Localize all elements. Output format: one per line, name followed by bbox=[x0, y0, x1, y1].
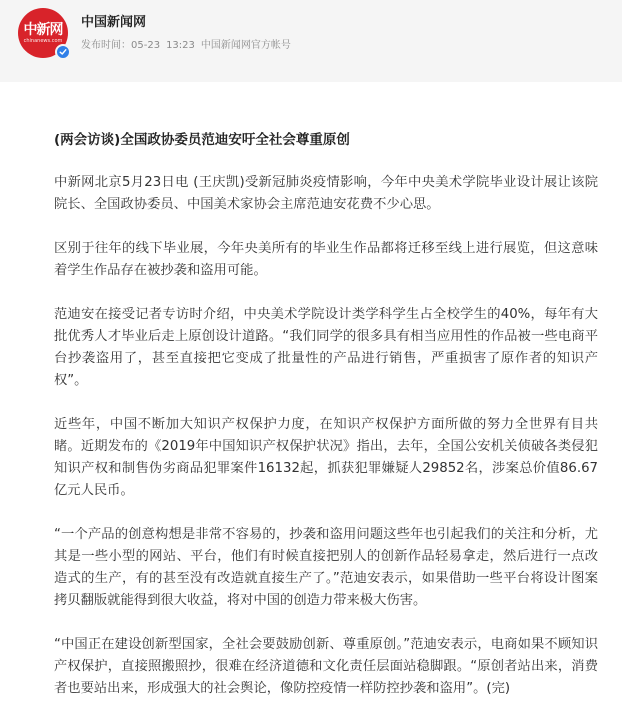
article-paragraph: 区别于往年的线下毕业展，今年央美所有的毕业生作品都将迁移至线上进行展览，但这意味着学生作品存在被抄袭和盗用可能。 bbox=[54, 241, 598, 278]
publish-date: 05-23 bbox=[131, 40, 161, 51]
avatar-logo-text: 中新网 bbox=[23, 22, 63, 38]
verified-badge bbox=[55, 44, 71, 60]
account-name[interactable]: 中国新闻网 bbox=[81, 15, 147, 30]
avatar-sub-text: chinanews.com bbox=[23, 38, 63, 44]
article-paragraph: “一个产品的创意构想是非常不容易的，抄袭和盗用问题这些年也引起我们的关注和分析，尤其是一些小型的网站、平台，他们有时候直接把别人的创新作品轻易拿走，然后进行一点改造式的生产，有的甚至没有改造就直接生产了。”范迪安表示，如果借助一些平台将设计图案拷贝翻版就能得到很大收益，将对中国的创造力带来极大伤害。 bbox=[54, 527, 598, 608]
verified-check-icon bbox=[59, 48, 67, 56]
avatar[interactable] bbox=[18, 8, 68, 58]
publish-time: 13:23 bbox=[166, 40, 195, 51]
article-body bbox=[54, 130, 598, 722]
article-paragraph: 中新网北京5月23日电 (王庆凯)受新冠肺炎疫情影响，今年中央美术学院毕业设计展让该院院长、全国政协委员、中国美术家协会主席范迪安花费不少心思。 bbox=[54, 175, 598, 212]
article-paragraph: 范迪安在接受记者专访时介绍，中央美术学院设计类学科学生占全校学生的40%，每年有大批优秀人才毕业后走上原创设计道路。“我们同学的很多具有相当应用性的作品被一些电商平台抄袭盗用了，甚至直接把它变成了批量性的产品进行销售，严重损害了原作者的知识产权”。 bbox=[54, 307, 598, 388]
article-title: (两会访谈)全国政协委员范迪安吁全社会尊重原创 bbox=[54, 132, 350, 148]
publish-label: 发布时间： bbox=[81, 40, 131, 51]
article-paragraph: 近些年，中国不断加大知识产权保护力度，在知识产权保护方面所做的努力全世界有目共睹。近期发布的《2019年中国知识产权保护状况》指出，去年，全国公安机关侦破各类侵犯知识产权和制售伪劣商品犯罪案件16132起，抓获犯罪嫌疑人29852名，涉案总价值86.67亿元人民币。 bbox=[54, 417, 598, 498]
article-paragraph: “中国正在建设创新型国家，全社会要鼓励创新、尊重原创。”范迪安表示，电商如果不顾知识产权保护，直接照搬照抄，很难在经济道德和文化责任层面站稳脚跟。“原创者站出来，消费者也要站出来，形成强大的社会舆论，像防控疫情一样防控抄袭和盗用”。(完) bbox=[54, 637, 598, 696]
publish-meta bbox=[81, 36, 297, 51]
account-description: 中国新闻网官方帐号 bbox=[200, 40, 291, 51]
account-header bbox=[0, 0, 622, 82]
